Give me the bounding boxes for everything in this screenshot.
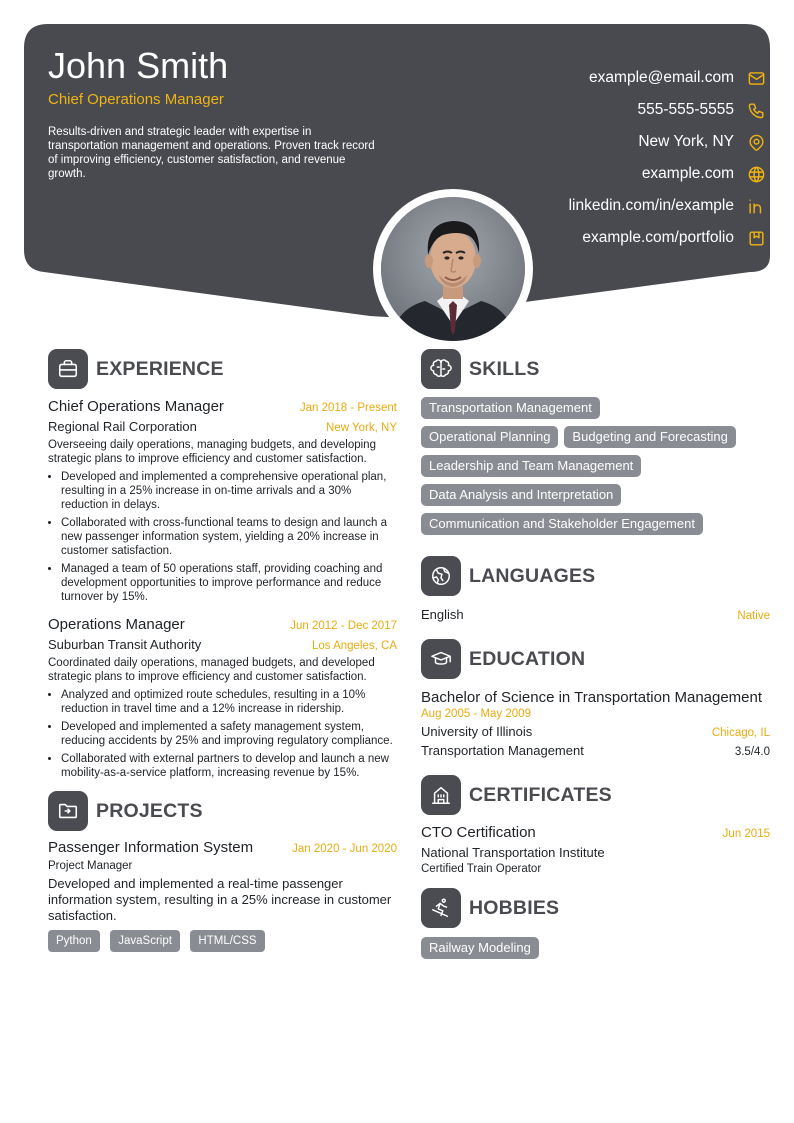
bookmark-icon xyxy=(746,228,766,248)
job-bullets xyxy=(48,688,397,780)
briefcase-icon xyxy=(48,349,88,389)
folder-icon xyxy=(48,791,88,831)
skills-header xyxy=(421,348,770,390)
certificates-header xyxy=(421,774,770,816)
globe-icon xyxy=(746,164,766,184)
certificate-issuer: National Transportation Institute xyxy=(421,845,605,860)
skill-tag: Transportation Management xyxy=(421,397,600,419)
bullet-item: • Managed a team of 50 operations staff, providing coaching and development opportunities to improve performance and reduce turnover by 15%. xyxy=(61,562,397,604)
job-bullets xyxy=(48,470,397,604)
tag-python: Python xyxy=(48,930,100,952)
skills-title: SKILLS xyxy=(469,357,540,380)
skill-tag: Data Analysis and Interpretation xyxy=(421,484,621,506)
summary-text: Results-driven and strategic leader with expertise in transportation management and operations. Proven track record of improving efficiency, customer satisfaction, and revenue growth. xyxy=(48,126,375,180)
contact-portfolio-text: example.com/portfolio xyxy=(582,229,734,246)
job-description: Overseeing daily operations, managing budgets, and developing strategic plans to improve efficiency and customer satisfaction. xyxy=(48,439,376,465)
projects-header xyxy=(48,790,397,832)
phone-icon xyxy=(746,100,766,120)
hobbies-header xyxy=(421,887,770,929)
project-item xyxy=(48,839,397,959)
job-location: New York, NY xyxy=(326,422,397,434)
job-date: Jan 2018 - Present xyxy=(299,402,397,414)
certificate-date: Jun 2015 xyxy=(722,828,770,840)
contact-list xyxy=(569,62,770,254)
job-location: Los Angeles, CA xyxy=(311,640,397,652)
school-name: University of Illinois xyxy=(421,724,533,739)
contact-email[interactable] xyxy=(569,62,770,94)
contact-linkedin[interactable] xyxy=(569,190,770,222)
job-title: Operations Manager xyxy=(48,616,185,633)
education-header xyxy=(421,638,770,680)
education-title: EDUCATION xyxy=(469,647,586,670)
project-description: Developed and implemented a real-time passenger information system, resulting in a 25% increase in customer satisfaction. xyxy=(48,876,392,923)
brain-icon xyxy=(421,349,461,389)
language-icon xyxy=(421,556,461,596)
portrait-illustration xyxy=(381,197,525,341)
right-column xyxy=(421,348,770,966)
projects-title: PROJECTS xyxy=(96,799,203,822)
contact-phone-text: 555-555-5555 xyxy=(637,101,734,118)
experience-item xyxy=(48,616,397,780)
linkedin-icon xyxy=(746,196,766,216)
profile-photo xyxy=(373,189,533,349)
left-column xyxy=(48,348,397,959)
contact-email-text: example@email.com xyxy=(589,69,734,86)
candidate-name: John Smith xyxy=(48,45,229,86)
bullet-item: • Developed and implemented a comprehensive operational plan, resulting in a 25% increase in on-time arrivals and a 30% reduction in delays. xyxy=(61,470,397,512)
contact-website[interactable] xyxy=(569,158,770,190)
language-level: Native xyxy=(737,610,770,622)
contact-website-text: example.com xyxy=(641,165,734,182)
hobbies-list xyxy=(421,937,770,966)
project-tags xyxy=(48,930,397,959)
hobby-tag: Railway Modeling xyxy=(421,937,539,959)
certificate-detail: Certified Train Operator xyxy=(421,863,542,875)
tag-html-css: HTML/CSS xyxy=(190,930,264,952)
job-date: Jun 2012 - Dec 2017 xyxy=(290,620,397,632)
contact-portfolio[interactable] xyxy=(569,222,770,254)
job-title: Chief Operations Manager xyxy=(48,398,224,415)
certificates-title: CERTIFICATES xyxy=(469,783,612,806)
contact-location xyxy=(569,126,770,158)
hobbies-title: HOBBIES xyxy=(469,896,560,919)
contact-linkedin-text: linkedin.com/in/example xyxy=(568,197,734,214)
mail-icon xyxy=(746,68,766,88)
degree: Bachelor of Science in Transportation Management xyxy=(421,689,763,706)
certificate-name: CTO Certification xyxy=(421,824,536,841)
languages-title: LANGUAGES xyxy=(469,564,596,587)
bullet-item: • Analyzed and optimized route schedules, resulting in a 10% reduction in travel time and a 12% increase in ridership. xyxy=(61,688,397,716)
skiing-icon xyxy=(421,888,461,928)
language-item xyxy=(421,607,770,622)
experience-item xyxy=(48,398,397,604)
tag-javascript: JavaScript xyxy=(110,930,180,952)
contact-location-text: New York, NY xyxy=(638,133,734,150)
gpa: 3.5/4.0 xyxy=(734,746,770,758)
school-location: Chicago, IL xyxy=(711,727,770,739)
bullet-item: • Collaborated with cross-functional teams to design and launch a new passenger information system, yielding a 20% increase in customer satisfaction. xyxy=(61,516,397,558)
language-name: English xyxy=(421,607,464,622)
skill-tag: Budgeting and Forecasting xyxy=(564,426,735,448)
skills-list xyxy=(421,397,770,542)
contact-phone[interactable] xyxy=(569,94,770,126)
project-date: Jan 2020 - Jun 2020 xyxy=(292,843,397,855)
project-title: Passenger Information System xyxy=(48,839,254,856)
education-item xyxy=(421,688,770,758)
experience-header xyxy=(48,348,397,390)
company-name: Suburban Transit Authority xyxy=(48,637,202,652)
skill-tag: Leadership and Team Management xyxy=(421,455,641,477)
field-of-study: Transportation Management xyxy=(421,743,584,758)
skill-tag: Communication and Stakeholder Engagement xyxy=(421,513,703,535)
education-date: Aug 2005 - May 2009 xyxy=(421,708,531,720)
graduation-cap-icon xyxy=(421,639,461,679)
project-role: Project Manager xyxy=(48,860,133,872)
building-icon xyxy=(421,775,461,815)
languages-header xyxy=(421,555,770,597)
experience-title: EXPERIENCE xyxy=(96,357,224,380)
bullet-item: • Developed and implemented a safety management system, reducing accidents by 25% and improving regulatory compliance. xyxy=(61,720,397,748)
location-pin-icon xyxy=(746,132,766,152)
candidate-title: Chief Operations Manager xyxy=(48,91,224,108)
job-description: Coordinated daily operations, managed budgets, and developed strategic plans to improve efficiency and customer satisfaction. xyxy=(48,657,375,683)
skill-tag: Operational Planning xyxy=(421,426,558,448)
certificate-item xyxy=(421,824,770,875)
bullet-item: • Collaborated with external partners to develop and launch a new mobility-as-a-service platform, increasing revenue by 15%. xyxy=(61,752,397,780)
company-name: Regional Rail Corporation xyxy=(48,419,197,434)
